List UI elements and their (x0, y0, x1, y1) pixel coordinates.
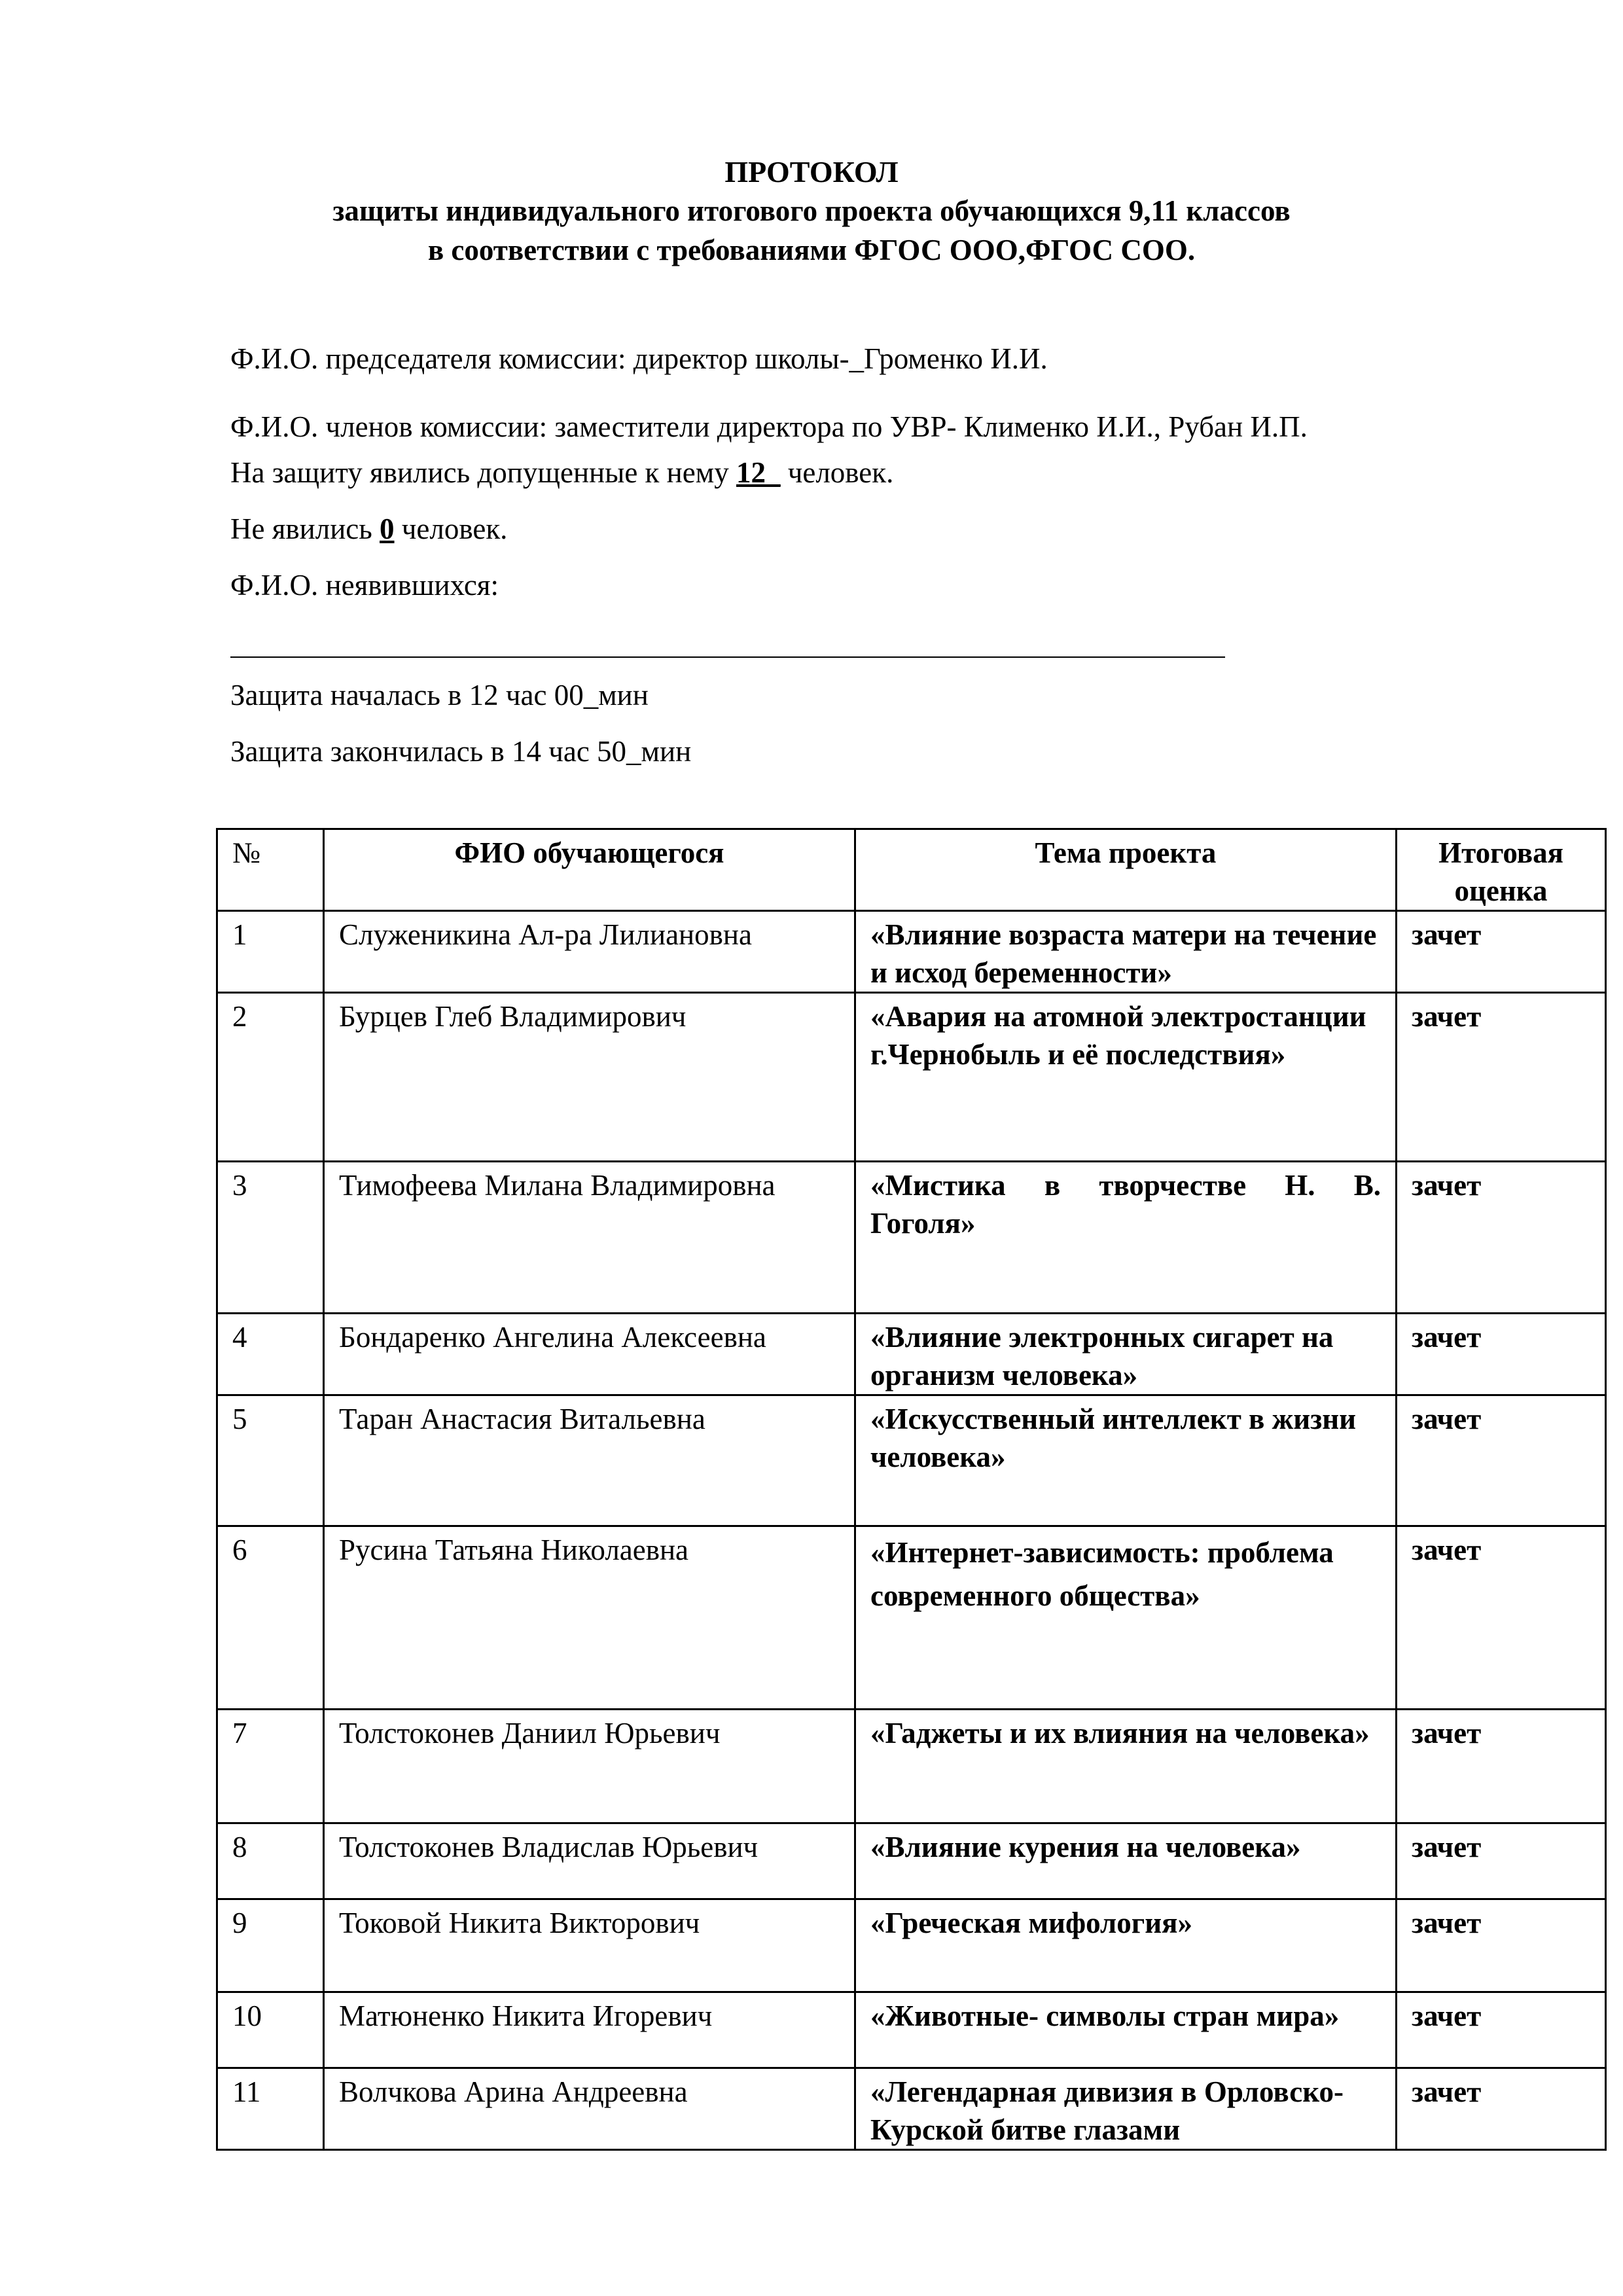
final-grade: зачет (1397, 1526, 1606, 1710)
student-name: Служеникина Ал-ра Лилиановна (324, 911, 855, 993)
student-name: Бондаренко Ангелина Алексеевна (324, 1314, 855, 1395)
final-grade: зачет (1397, 2068, 1606, 2150)
row-number: 2 (217, 993, 324, 1162)
table-row (217, 1526, 1606, 1710)
absent-names-label: Ф.И.О. неявившихся: (230, 569, 499, 601)
row-number: 5 (217, 1395, 324, 1526)
header-student-name: ФИО обучающегося (324, 829, 855, 911)
protocol-title: ПРОТОКОЛ (724, 155, 899, 188)
row-number: 3 (217, 1162, 324, 1314)
row-number: 10 (217, 1992, 324, 2068)
project-topic: «Интернет-зависимость: проблема современного общества» (855, 1526, 1397, 1710)
table-row (217, 1710, 1606, 1823)
final-grade: зачет (1397, 1162, 1606, 1314)
table-header-row (217, 829, 1606, 911)
table-row (217, 1395, 1606, 1526)
appeared-suffix: человек. (780, 456, 894, 489)
project-topic: «Искусственный интеллект в жизни человека» (855, 1395, 1397, 1526)
start-time: Защита началась в 12 час 00_мин (230, 679, 649, 711)
table-row (217, 993, 1606, 1162)
project-topic: «Влияние курения на человека» (855, 1823, 1397, 1899)
absent-prefix: Не явились (230, 512, 380, 545)
project-topic: «Влияние возраста матери на течение и исход беременности» (855, 911, 1397, 993)
row-number: 9 (217, 1899, 324, 1992)
student-name: Таран Анастасия Витальевна (324, 1395, 855, 1526)
end-time: Защита закончилась в 14 час 50_мин (230, 735, 692, 768)
absent-names-blank-line (230, 656, 1225, 658)
row-number: 6 (217, 1526, 324, 1710)
final-grade: зачет (1397, 1899, 1606, 1992)
project-topic-line-2: Гоголя» (870, 1207, 976, 1240)
appeared-prefix: На защиту явились допущенные к нему (230, 456, 736, 489)
student-name: Толстоконев Даниил Юрьевич (324, 1710, 855, 1823)
results-table (216, 828, 1607, 2151)
final-grade: зачет (1397, 1992, 1606, 2068)
protocol-subtitle-1: защиты индивидуального итогового проекта обучающихся 9,11 классов (332, 194, 1291, 227)
absent-line (230, 512, 507, 546)
row-number: 4 (217, 1314, 324, 1395)
absent-suffix: человек. (394, 512, 508, 545)
project-topic: «Гаджеты и их влияния на человека» (855, 1710, 1397, 1823)
final-grade: зачет (1397, 1395, 1606, 1526)
appeared-line (230, 456, 893, 490)
table-row (217, 1899, 1606, 1992)
header-number: № (217, 829, 324, 911)
student-name: Бурцев Глеб Владимирович (324, 993, 855, 1162)
student-name: Тимофеева Милана Владимировна (324, 1162, 855, 1314)
appeared-count: 12_ (736, 456, 781, 489)
absent-count: 0 (380, 512, 395, 545)
table-row (217, 1823, 1606, 1899)
members-line: Ф.И.О. членов комиссии: заместители директора по УВР- Клименко И.И., Рубан И.П. (230, 410, 1308, 443)
table-row (217, 2068, 1606, 2150)
row-number: 1 (217, 911, 324, 993)
final-grade: зачет (1397, 911, 1606, 993)
project-topic: «Греческая мифология» (855, 1899, 1397, 1992)
table-row (217, 1314, 1606, 1395)
student-name: Толстоконев Владислав Юрьевич (324, 1823, 855, 1899)
row-number: 7 (217, 1710, 324, 1823)
project-topic: «Животные- символы стран мира» (855, 1992, 1397, 2068)
final-grade: зачет (1397, 1314, 1606, 1395)
header-final-grade: Итоговая оценка (1397, 829, 1606, 911)
project-topic (855, 1162, 1397, 1314)
table-row (217, 1162, 1606, 1314)
student-name: Русина Татьяна Николаевна (324, 1526, 855, 1710)
final-grade: зачет (1397, 1823, 1606, 1899)
row-number: 11 (217, 2068, 324, 2150)
table-row (217, 1992, 1606, 2068)
row-number: 8 (217, 1823, 324, 1899)
project-topic-line-1: «Мистика в творчестве Н. В. (870, 1169, 1381, 1202)
project-topic: «Влияние электронных сигарет на организм человека» (855, 1314, 1397, 1395)
protocol-subtitle-2: в соответствии с требованиями ФГОС ООО,ФГОС СОО. (427, 234, 1196, 266)
chair-line: Ф.И.О. председателя комиссии: директор школы-_Громенко И.И. (230, 342, 1048, 375)
student-name: Матюненко Никита Игоревич (324, 1992, 855, 2068)
header-project-topic: Тема проекта (855, 829, 1397, 911)
student-name: Волчкова Арина Андреевна (324, 2068, 855, 2150)
student-name: Токовой Никита Викторович (324, 1899, 855, 1992)
project-topic: «Авария на атомной электростанции г.Чернобыль и её последствия» (855, 993, 1397, 1162)
project-topic: «Легендарная дивизия в Орловско-Курской битве глазами (855, 2068, 1397, 2150)
table-row (217, 911, 1606, 993)
final-grade: зачет (1397, 1710, 1606, 1823)
final-grade: зачет (1397, 993, 1606, 1162)
